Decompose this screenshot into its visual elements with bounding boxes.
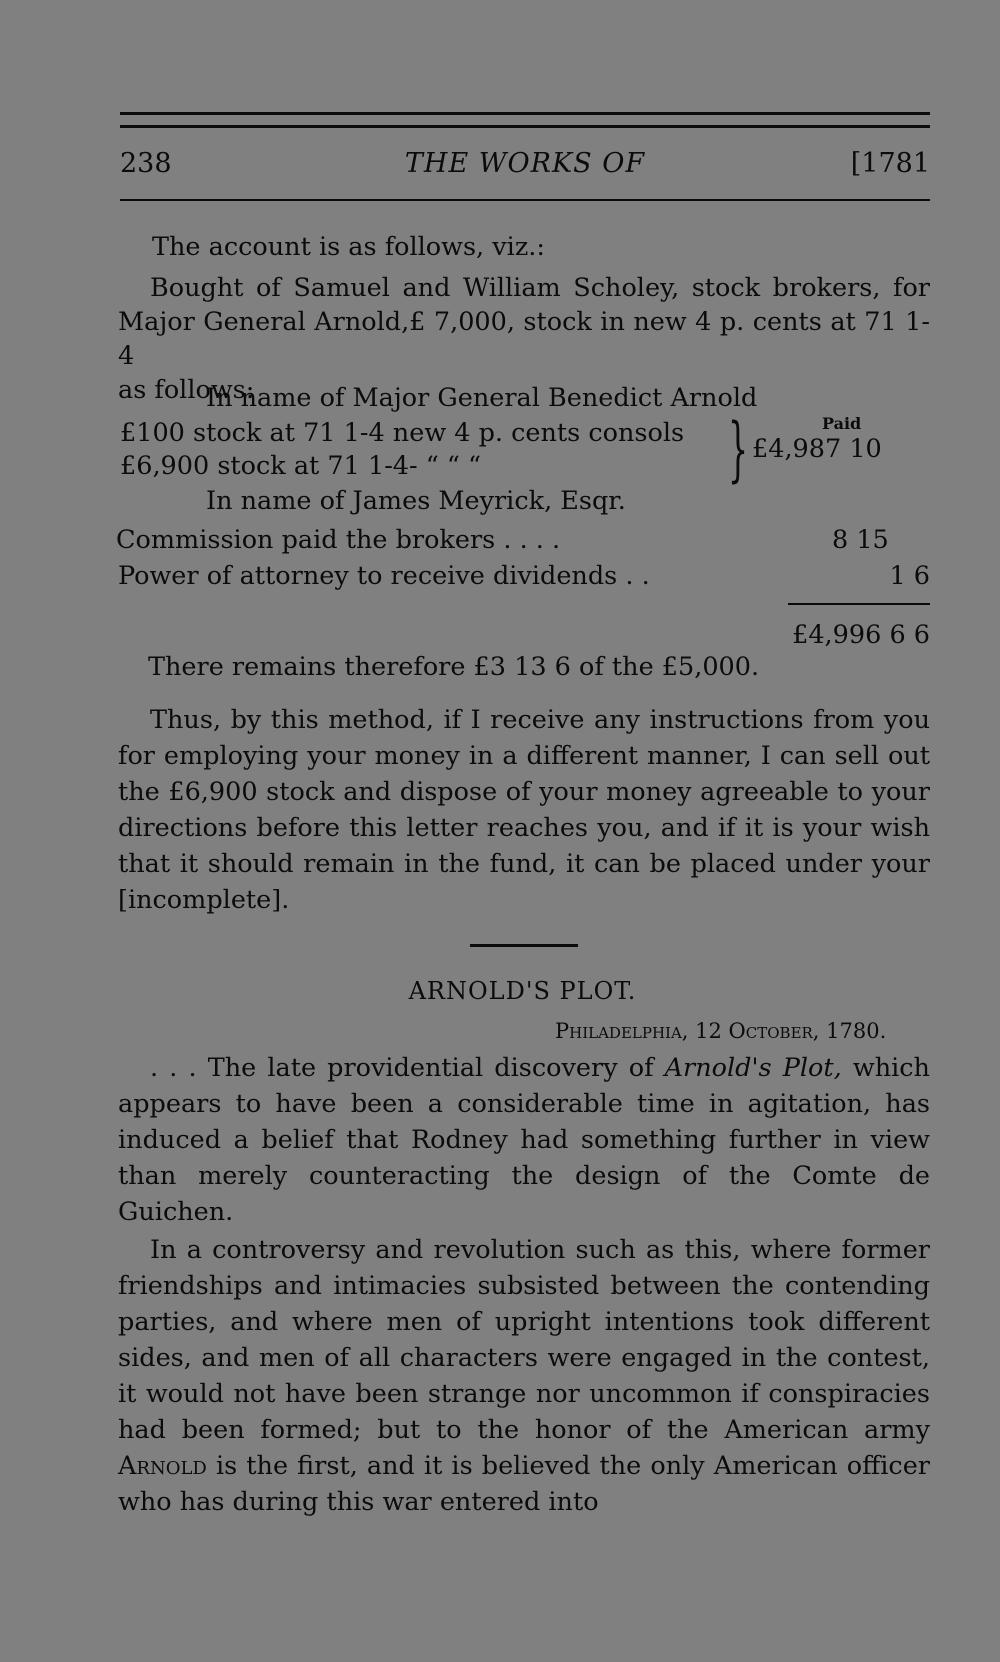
arnolds-plot-italic: Arnold's Plot, xyxy=(664,1053,842,1083)
account-intro: The account is as follows, viz.: xyxy=(152,232,545,262)
section-divider xyxy=(470,944,578,947)
bought-line-2: Major General Arnold,£ 7,000, stock in new 4 p. cents at 71 1-4 xyxy=(118,307,930,371)
header-rule xyxy=(120,199,930,201)
running-title: THE WORKS OF xyxy=(404,148,646,179)
running-header xyxy=(120,148,930,188)
power-label: Power of attorney to receive dividends . . xyxy=(118,561,650,591)
plot-para-1-rest: which appears to have been a considerable time in agitation, has induced a belief that Rodney had something further in view than merely counteracting the design of the Comte de Guichen. xyxy=(118,1053,930,1227)
name-meyrick: In name of James Meyrick, Esqr. xyxy=(206,486,626,516)
method-text: Thus, by this method, if I receive any instructions from you for employing your money in a different manner, I can sell out the £6,900 stock and dispose of your money agreeable to your directions before this letter reaches you, and if it is your wish that it should remain in the fund, it can be placed under your [incomplete]. xyxy=(118,705,930,915)
method-paragraph xyxy=(118,702,930,918)
plot-paragraph-2 xyxy=(118,1232,930,1520)
remains-line: There remains therefore £3 13 6 of the £5,000. xyxy=(148,652,760,682)
commission-amount: 8 15 xyxy=(832,525,889,555)
arnold-name: Arnold xyxy=(118,1451,207,1481)
header-year: [1781 xyxy=(850,148,930,179)
dateline: Philadelphia, 12 October, 1780. xyxy=(555,1019,887,1043)
paid-label: Paid xyxy=(822,414,862,433)
total-amount: £4,996 6 6 xyxy=(792,620,930,650)
plot-para-2-part2: is the first, and it is believed the only American officer who has during this war entered into xyxy=(118,1451,930,1517)
plot-para-1-text xyxy=(118,1050,930,1230)
sum-rule xyxy=(788,603,930,605)
plot-para-2-part1: In a controversy and revolution such as this, where former friendships and intimacies subsisted between the contending parties, and where men of upright intentions took different sides, and men of all characters were engaged in the contest, it would not have been strange nor uncommon if conspiracies had been formed; but to the honor of the American army xyxy=(118,1235,930,1445)
name-arnold: In name of Major General Benedict Arnold xyxy=(206,383,758,413)
plot-para-2-text xyxy=(118,1232,930,1520)
bought-line-1: Bought of Samuel and William Scholey, stock brokers, for xyxy=(150,273,930,303)
page-number: 238 xyxy=(120,148,172,179)
top-rule-1 xyxy=(120,112,930,115)
bought-line-3: as follows: xyxy=(118,375,255,405)
section-heading: ARNOLD'S PLOT. xyxy=(408,977,637,1005)
power-amount: 1 6 xyxy=(889,561,930,591)
commission-label: Commission paid the brokers . . . . xyxy=(116,525,561,555)
brace-mark: } xyxy=(728,408,749,490)
stock-line-2: £6,900 stock at 71 1-4- “ “ “ xyxy=(120,451,482,481)
plot-paragraph-1 xyxy=(118,1050,930,1230)
top-rule-2 xyxy=(120,125,930,128)
plot-para-1-lead: . . . The late providential discovery of xyxy=(150,1053,665,1083)
stock-line-1: £100 stock at 71 1-4 new 4 p. cents consols xyxy=(120,418,685,448)
paid-amount: £4,987 10 xyxy=(752,434,882,464)
